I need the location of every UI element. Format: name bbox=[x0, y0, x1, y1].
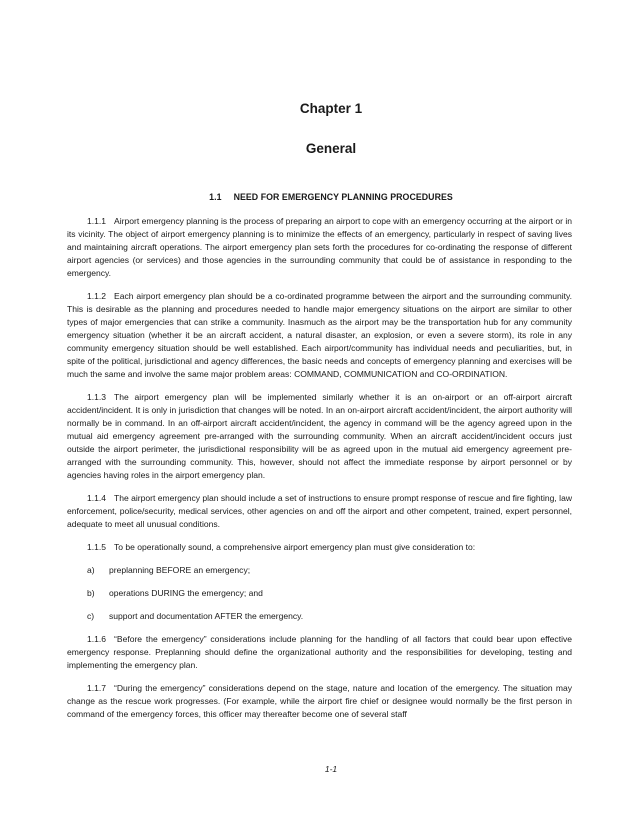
body-text bbox=[67, 215, 572, 731]
paragraph-text: Each airport emergency plan should be a co-ordinated programme between the airport and the surrounding community. This is desirable as the planning and procedures needed to handle major emergency situations on the airport are similar to other types of major emergencies that can strike a community. Inasmuch as the airport may be the transportation hub for any community emergency situation (whether it be an aircraft accident, a natural disaster, an explosion, or even a severe storm), its role in any community emergency situation should be well established. Each airport/community has individual needs and peculiarities, but, in spite of the political, jurisdictional and agency differences, the basic needs and concepts of emergency planning and exercises will be much the same and involve the same major problem areas: COMMAND, COMMUNICATION and CO-ORDINATION. bbox=[67, 291, 572, 379]
paragraph-1-1-6 bbox=[67, 633, 572, 672]
paragraph-number: 1.1.2 bbox=[87, 291, 107, 301]
paragraph-text: The airport emergency plan will be implemented similarly whether it is an on-airport or an off-airport aircraft accident/incident. It is only in jurisdiction that changes will be noted. In an on-airport aircraft accident/incident, the airport authority will normally be in command. In an off-airport aircraft accident/incident, the agency in command will be the agency agreed upon in the mutual aid emergency agreement pre-arranged with the surrounding community. When an aircraft accident/incident occurs just outside the airport perimeter, the jurisdictional responsibility will be as agreed upon in the mutual aid emergency agreement pre-arranged with the surrounding community. This, however, should not affect the immediate response by airport personnel or by agencies having roles in the airport emergency plan. bbox=[67, 392, 572, 480]
paragraph-1-1-3 bbox=[67, 391, 572, 482]
list-item-text: preplanning BEFORE an emergency; bbox=[109, 565, 251, 575]
paragraph-1-1-2 bbox=[67, 290, 572, 381]
paragraph-text: To be operationally sound, a comprehensive airport emergency plan must give consideration to: bbox=[114, 542, 476, 552]
paragraph-1-1-7 bbox=[67, 682, 572, 721]
paragraph-text: Airport emergency planning is the process of preparing an airport to cope with an emergency occurring at the airport or in its vicinity. The object of airport emergency planning is to minimize the effects of an emergency, particularly in respect of saving lives and maintaining aircraft operations. The airport emergency plan sets forth the procedures for co-ordinating the response of different airport agencies (or services) and those agencies in the surrounding community that could be of assistance in responding to the emergency. bbox=[67, 216, 572, 278]
list-marker: c) bbox=[87, 611, 95, 621]
paragraph-number: 1.1.4 bbox=[87, 493, 107, 503]
chapter-title: Chapter 1 bbox=[299, 101, 363, 116]
section-heading bbox=[0, 192, 638, 202]
paragraph-number: 1.1.7 bbox=[87, 683, 107, 693]
list-item-a bbox=[67, 564, 572, 577]
paragraph-1-1-1 bbox=[67, 215, 572, 280]
paragraph-1-1-5 bbox=[67, 541, 572, 554]
section-title: NEED FOR EMERGENCY PLANNING PROCEDURES bbox=[233, 192, 453, 202]
paragraph-text: “Before the emergency” considerations include planning for the handling of all factors that could bear upon effective emergency response. Preplanning should define the organizational authority and the responsibilities for developing, testing and implementing the emergency plan. bbox=[67, 634, 572, 670]
paragraph-text: “During the emergency” considerations depend on the stage, nature and location of the emergency. The situation may change as the rescue work progresses. (For example, while the airport fire chief or designee would normally be the first person in command of the emergency forces, this officer may thereafter become one of several staff bbox=[67, 683, 572, 719]
paragraph-1-1-4 bbox=[67, 492, 572, 531]
paragraph-number: 1.1.6 bbox=[87, 634, 107, 644]
paragraph-number: 1.1.5 bbox=[87, 542, 107, 552]
list-marker: a) bbox=[87, 565, 95, 575]
list-item-c bbox=[67, 610, 572, 623]
section-number: 1.1 bbox=[209, 192, 222, 202]
list-item-text: operations DURING the emergency; and bbox=[109, 588, 263, 598]
paragraph-number: 1.1.1 bbox=[87, 216, 107, 226]
paragraph-number: 1.1.3 bbox=[87, 392, 107, 402]
list-item-text: support and documentation AFTER the emergency. bbox=[109, 611, 304, 621]
chapter-subtitle: General bbox=[305, 141, 357, 156]
list-marker: b) bbox=[87, 588, 95, 598]
paragraph-text: The airport emergency plan should include a set of instructions to ensure prompt response of rescue and fire fighting, law enforcement, police/security, medical services, other agencies on and off the airport and other competent, trained, expert personnel, adequate to meet all unusual conditions. bbox=[67, 493, 573, 529]
page-number: 1-1 bbox=[324, 764, 338, 774]
list-item-b bbox=[67, 587, 572, 600]
